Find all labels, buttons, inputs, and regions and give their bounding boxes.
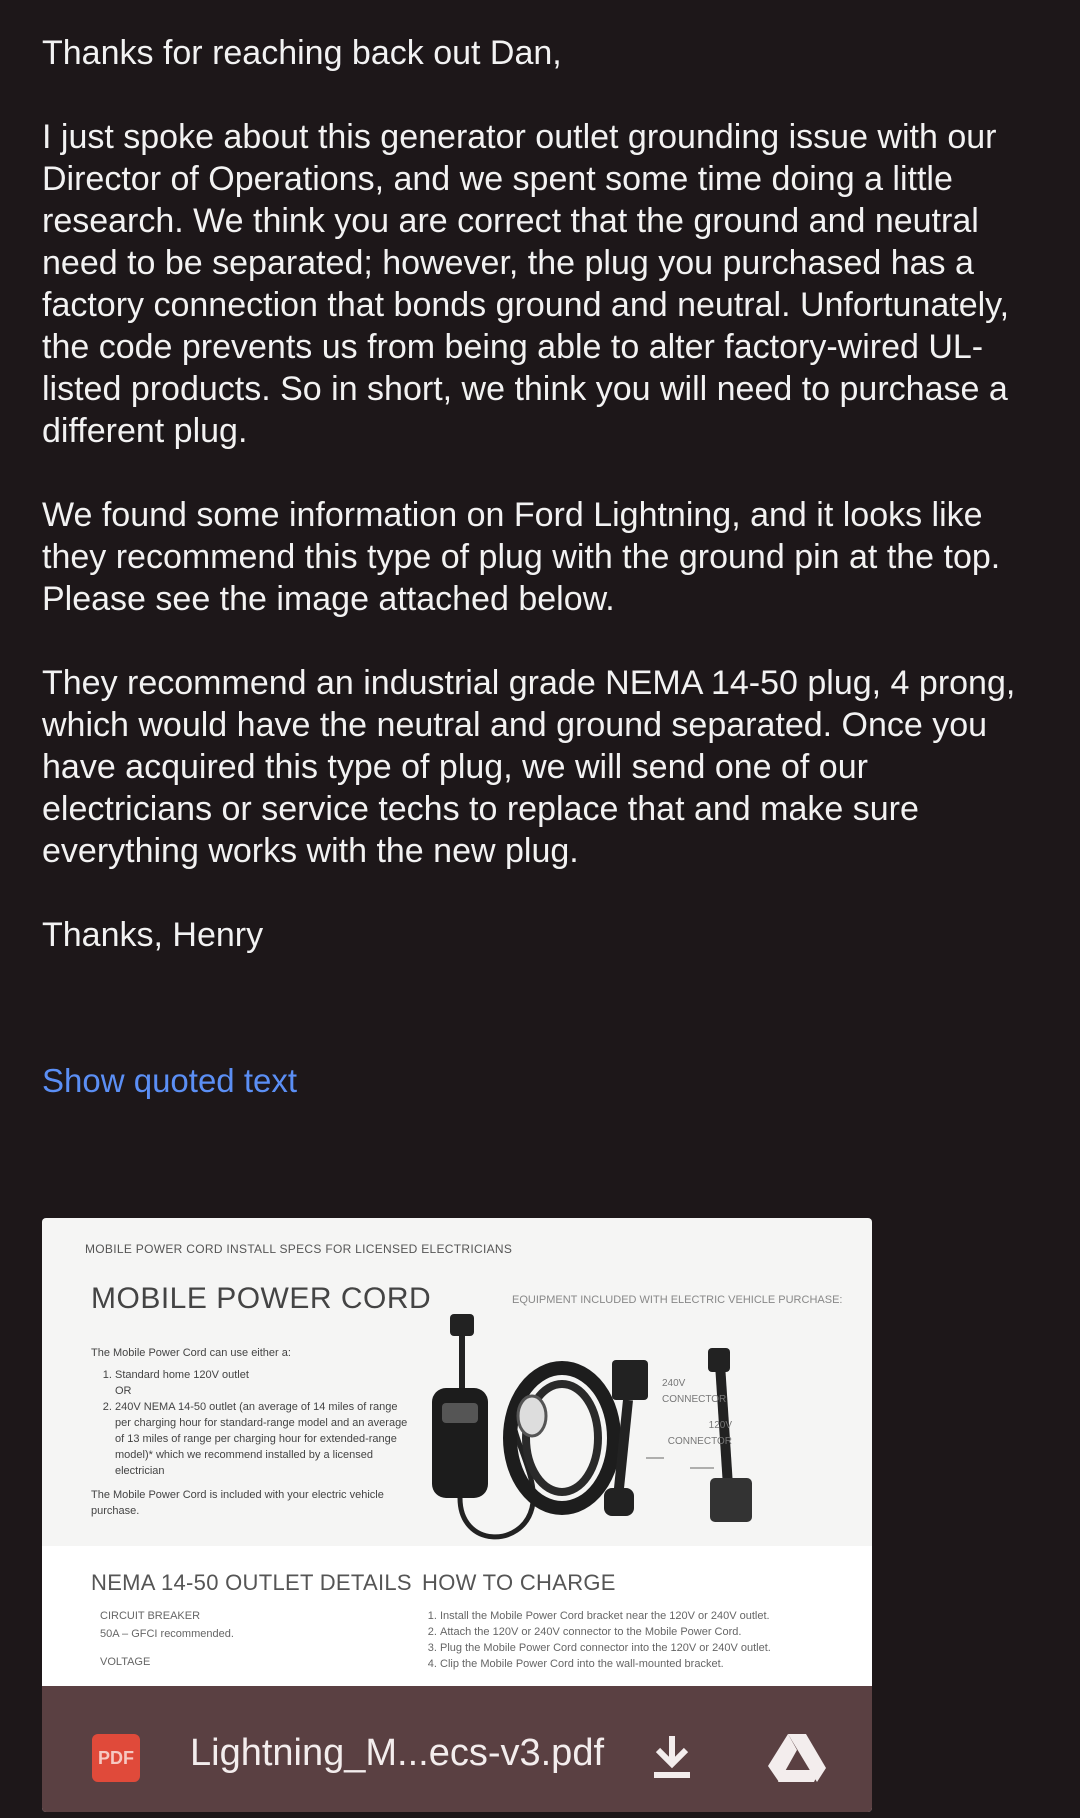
paragraph: I just spoke about this generator outlet grounding issue with our Director of Operations, and we spent some time doing a little research. We think you are correct that the ground and neutral need to be separated; however, the plug you purchased has a factory connection that bonds ground and neutral. Unfortunately, the code prevents us from being able to alter factory-wired UL-listed products. So in short, we think you will need to purchase a different plug. (42, 118, 1010, 450)
step-item: 4. Clip the Mobile Power Cord into the wall-mounted bracket. (440, 1656, 852, 1672)
preview-description (91, 1345, 411, 1519)
preview-lower-section (42, 1546, 872, 1686)
included-label: EQUIPMENT INCLUDED WITH ELECTRIC VEHICLE PURCHASE: (512, 1294, 843, 1306)
breaker-value: 50A – GFCI recommended. (100, 1628, 234, 1640)
preview-header: MOBILE POWER CORD INSTALL SPECS FOR LICENSED ELECTRICIANS (85, 1242, 513, 1256)
how-to-charge-heading: HOW TO CHARGE (422, 1570, 616, 1595)
show-quoted-text-link[interactable]: Show quoted text (42, 1062, 298, 1099)
included-note: The Mobile Power Cord is included with your electric vehicle purchase. (91, 1489, 384, 1517)
drive-icon[interactable] (768, 1732, 826, 1787)
greeting: Thanks for reaching back out Dan, (42, 34, 562, 72)
message-body (42, 32, 1042, 998)
charge-steps (422, 1608, 852, 1672)
connector-120-label: 120V CONNECTOR (667, 1420, 732, 1447)
outlet-details-heading: NEMA 14-50 OUTLET DETAILS (91, 1570, 412, 1595)
option-item: 2. 240V NEMA 14-50 outlet (an average of 14 miles of range per charging hour for standard-range model and an average of 13 miles of range per charging hour for extended-range model)* which we recommend installed by a licensed electrician (115, 1399, 411, 1479)
connector-240-label: 240V CONNECTOR (662, 1378, 727, 1405)
signoff: Thanks, Henry (42, 916, 264, 954)
attachment-bar (42, 1686, 872, 1812)
pdf-icon: PDF (92, 1734, 140, 1782)
paragraph: We found some information on Ford Lightning, and it looks like they recommend this type of plug with the ground pin at the top. Please see the image attached below. (42, 496, 1001, 618)
power-cord-image (432, 1308, 872, 1548)
step-item: 3. Plug the Mobile Power Cord connector into the 120V or 240V outlet. (440, 1640, 852, 1656)
attachment-card[interactable] (42, 1218, 872, 1812)
breaker-label: CIRCUIT BREAKER (100, 1610, 201, 1622)
intro-text: The Mobile Power Cord can use either a: (91, 1347, 291, 1359)
step-item: 1. Install the Mobile Power Cord bracket near the 120V or 240V outlet. (440, 1608, 852, 1624)
step-item: 2. Attach the 120V or 240V connector to the Mobile Power Cord. (440, 1624, 852, 1640)
attachment-preview[interactable] (42, 1218, 872, 1686)
attachment-filename[interactable]: Lightning_M...ecs-v3.pdf (190, 1732, 605, 1774)
preview-title: MOBILE POWER CORD (91, 1282, 432, 1315)
voltage-label: VOLTAGE (100, 1656, 151, 1668)
option-item: 1. Standard home 120V outlet OR (115, 1367, 411, 1399)
download-icon[interactable] (650, 1732, 694, 1785)
paragraph: They recommend an industrial grade NEMA 14-50 plug, 4 prong, which would have the neutral and ground separated. Once you have acquired this type of plug, we will send one of our electricians or service techs to replace that and make sure everything works with the new plug. (42, 664, 1016, 870)
